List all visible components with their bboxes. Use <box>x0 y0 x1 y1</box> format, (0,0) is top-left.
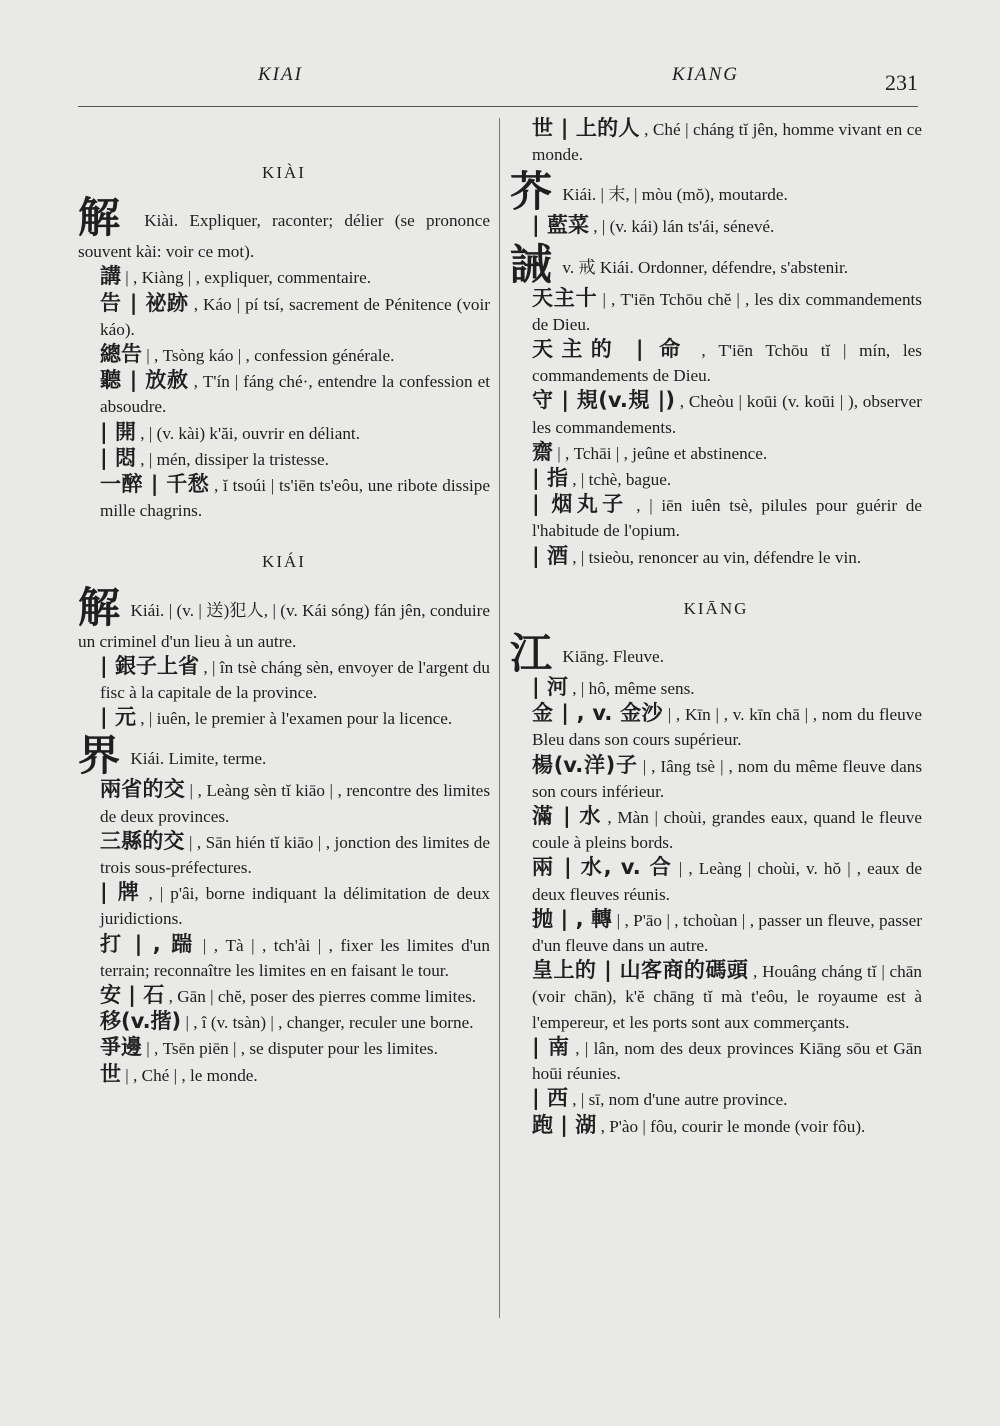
definition-text: | , Leàng sèn tĭ kiāo | , rencontre des limites de deux provinces. <box>100 781 491 826</box>
chinese-expression: 皇上的 | 山客商的碼頭 <box>532 958 749 983</box>
definition-text: , | tchè, bague. <box>567 470 672 490</box>
head-character: 誡 <box>510 239 553 289</box>
chinese-expression: 齋 <box>532 439 553 464</box>
sub-entry <box>78 983 490 1009</box>
definition-text: , Cheòu | koūi (v. koūi | ), observer les commandements. <box>532 392 922 437</box>
sub-entry <box>78 264 490 290</box>
definition-text: , | (v. kái) lán ts'ái, sénevé. <box>588 217 775 237</box>
definition-text: , ĭ tsoúi | ts'iēn ts'eôu, une ribote dissipe mille chagrins. <box>100 476 491 521</box>
sub-entry <box>78 291 490 342</box>
chinese-expression: 講 <box>100 264 121 289</box>
head-character-entry <box>78 193 490 264</box>
sub-entry <box>510 492 922 543</box>
definition-text: , P'ào | fôu, courir le monde (voir fôu). <box>596 1116 866 1136</box>
chinese-expression: | 悶 <box>100 445 136 470</box>
chinese-expression: | 牌 <box>100 880 142 905</box>
running-head-left: KIAI <box>258 64 303 85</box>
column-divider <box>499 118 500 1318</box>
definition-text: | , P'āo | , tchoùan | , passer un fleuve, passer d'un fleuve dans un autre. <box>532 910 922 956</box>
header-rule <box>78 106 918 107</box>
definition-text: Kiāng. Fleuve. <box>558 647 664 667</box>
definition-text: | , T'iēn Tchōu chĕ | , les dix commandements de Dieu. <box>532 289 922 334</box>
chinese-expression: | 指 <box>532 466 568 491</box>
sub-entry <box>78 446 490 472</box>
sub-entry <box>510 286 922 337</box>
definition-text: Kiái. | (v. | 送)犯人, | (v. Kái sóng) fán jên, conduire un criminel d'un lieu à un autre. <box>78 600 490 651</box>
head-character-entry <box>510 167 922 217</box>
definition-text: | , Ché | , le monde. <box>121 1065 258 1085</box>
sub-entry <box>510 337 922 388</box>
chinese-expression: 世 <box>100 1061 121 1086</box>
chinese-expression: 世 | 上的人 <box>532 116 640 140</box>
sub-entry <box>510 213 922 239</box>
head-character-entry <box>510 239 922 289</box>
sub-entry <box>510 1035 922 1086</box>
chinese-expression: | 西 <box>532 1086 568 1111</box>
right-column <box>510 116 922 1139</box>
chinese-expression: | 銀子上省 <box>100 653 200 678</box>
chinese-expression: 告 | 祕跡 <box>100 290 189 315</box>
definition-text: , Ché | cháng tĭ jên, homme vivant en ce monde. <box>532 120 922 165</box>
definition-text: , Gān | chĕ, poser des pierres comme limites. <box>164 987 477 1007</box>
sub-entry <box>78 654 490 705</box>
chinese-expression: 跑 | 湖 <box>532 1112 597 1137</box>
sub-entry <box>78 1009 490 1035</box>
sub-entry <box>78 342 490 368</box>
definition-text: | , Iâng tsè | , nom du même fleuve dans son cours inférieur. <box>532 756 923 801</box>
chinese-expression: 金 | , v. 金沙 <box>532 701 663 726</box>
chinese-expression: 天主十 <box>532 285 598 310</box>
sub-entry <box>78 1062 490 1088</box>
chinese-expression: 聽 | 放赦 <box>100 368 189 393</box>
definition-text: , | p'âi, borne indiquant la délimitation de deux juridictions. <box>100 884 491 929</box>
sub-entry <box>510 804 922 855</box>
definition-text: , | tsieòu, renoncer au vin, défendre le vin. <box>567 547 862 567</box>
chinese-expression: | 烟丸子 <box>532 492 628 517</box>
definition-text: v. 戒 Kiái. Ordonner, défendre, s'abstenir. <box>558 257 849 277</box>
definition-text: | , Kīn | , v. kīn chā | , nom du fleuve Bleu dans son cours supérieur. <box>532 705 922 750</box>
sub-entry <box>510 907 922 958</box>
definition-text: , | mén, dissiper la tristesse. <box>135 449 329 469</box>
sub-entry <box>510 753 922 804</box>
syllable-heading: KIĀNG <box>683 598 749 618</box>
sub-entry <box>510 440 922 466</box>
definition-text: , | (v. kài) k'ăi, ouvrir en déliant. <box>135 423 361 443</box>
definition-text: | , Tsēn piēn | , se disputer pour les limites. <box>142 1039 438 1059</box>
sub-entry <box>78 777 490 828</box>
head-character-entry <box>78 731 490 781</box>
chinese-expression: 打 | , 踹 <box>100 931 196 956</box>
chinese-expression: 移(v.揩) <box>100 1009 182 1034</box>
head-character: 江 <box>510 629 553 679</box>
chinese-expression: | 藍菜 <box>532 213 589 238</box>
definition-text: | , Tchāi | , jeûne et abstinence. <box>553 443 768 463</box>
chinese-expression: 楊(v.洋)子 <box>532 752 638 777</box>
sub-entry <box>78 472 490 523</box>
definition-text: | , Tsòng káo | , confession générale. <box>142 346 395 366</box>
chinese-expression: | 河 <box>532 675 568 700</box>
chinese-expression: 爭邊 <box>100 1035 142 1060</box>
chinese-expression: 三縣的交 <box>100 828 185 853</box>
definition-text: , | iēn iuên tsè, pilules pour guérir de l'habitude de l'opium. <box>532 496 922 541</box>
sub-entry <box>78 1035 490 1061</box>
left-column <box>78 116 490 1088</box>
chinese-expression: | 開 <box>100 419 136 444</box>
definition-text: , | sī, nom d'une autre province. <box>567 1090 788 1110</box>
sub-entry <box>78 932 490 983</box>
head-character: 解 <box>78 582 121 632</box>
sub-entry <box>510 701 922 752</box>
definition-text: , Houâng cháng tĭ | chān (voir chān), k'ĕ chāng tĭ mà t'eôu, le royaume est à l'empereur, et les ports sont aux commerçants. <box>532 962 922 1032</box>
definition-text: | , Tà | , tch'ài | , fixer les limites d'un terrain; reconnaître les limites en en faisant le tour. <box>100 935 490 980</box>
head-character-entry <box>510 629 922 679</box>
sub-entry <box>78 705 490 731</box>
definition-text: , | iuên, le premier à l'examen pour la licence. <box>135 709 453 729</box>
head-character: 芥 <box>510 167 553 217</box>
head-character: 界 <box>78 731 121 781</box>
sub-entry <box>78 420 490 446</box>
definition-text: , Káo | pí tsí, sacrement de Pénitence (voir káo). <box>100 294 491 339</box>
definition-text: Kiài. Expliquer, raconter; délier (se prononce souvent kài: voir ce mot). <box>78 211 490 262</box>
chinese-expression: | 酒 <box>532 543 568 568</box>
definition-text: | , Sān hién tĭ kiāo | , jonction des limites de trois sous-préfectures. <box>100 832 490 878</box>
sub-entry <box>510 388 922 439</box>
sub-entry <box>510 544 922 570</box>
head-character-entry <box>78 582 490 654</box>
chinese-expression: | 元 <box>100 705 136 730</box>
definition-text: | , Leàng | choùi, v. hŏ | , eaux de deux fleuves réunis. <box>532 859 922 904</box>
sub-entry <box>510 116 922 167</box>
definition-text: , | hô, même sens. <box>567 679 695 699</box>
sub-entry <box>78 368 490 419</box>
chinese-expression: 抛 | , 轉 <box>532 906 613 931</box>
sub-entry <box>510 675 922 701</box>
chinese-expression: | 南 <box>532 1034 570 1059</box>
page-number: 231 <box>885 70 918 95</box>
definition-text: Kiái. Limite, terme. <box>126 749 267 769</box>
definition-text: , Màn | choùi, grandes eaux, quand le fleuve coule à pleins bords. <box>532 808 922 853</box>
sub-entry <box>510 1086 922 1112</box>
chinese-expression: 一醉 | 千愁 <box>100 472 210 497</box>
sub-entry <box>78 829 490 880</box>
running-head-right: KIANG <box>672 64 739 85</box>
definition-text: , | lân, nom des deux provinces Kiāng sōu et Gān hoūi réunies. <box>532 1038 922 1084</box>
head-character: 解 <box>78 193 127 243</box>
sub-entry <box>510 1113 922 1139</box>
sub-entry <box>510 958 922 1035</box>
definition-text: , | în tsè cháng sèn, envoyer de l'argent du fisc à la capitale de la province. <box>100 657 490 703</box>
chinese-expression: 兩 | 水, v. 合 <box>532 855 673 880</box>
chinese-expression: 天主的 | 命 <box>532 337 689 362</box>
chinese-expression: 兩省的交 <box>100 777 185 802</box>
chinese-expression: 總告 <box>100 342 142 367</box>
sub-entry <box>78 880 490 931</box>
sub-entry <box>510 855 922 906</box>
definition-text: , T'iēn Tchōu tĭ | mín, les commandements de Dieu. <box>532 341 922 386</box>
syllable-heading: KIÀI <box>262 163 306 182</box>
chinese-expression: 守 | 規(v.規 |) <box>532 388 675 413</box>
definition-text: , T'ín | fáng ché·, entendre la confession et absoudre. <box>100 372 490 417</box>
definition-text: | , î (v. tsàn) | , changer, reculer une borne. <box>181 1013 474 1033</box>
sub-entry <box>510 466 922 492</box>
chinese-expression: 滿 | 水 <box>532 804 602 829</box>
definition-text: Kiái. | 末, | mòu (mŏ), moutarde. <box>558 185 788 205</box>
chinese-expression: 安 | 石 <box>100 983 165 1008</box>
definition-text: | , Kiàng | , expliquer, commentaire. <box>121 268 372 288</box>
syllable-heading: KIÁI <box>262 552 306 572</box>
